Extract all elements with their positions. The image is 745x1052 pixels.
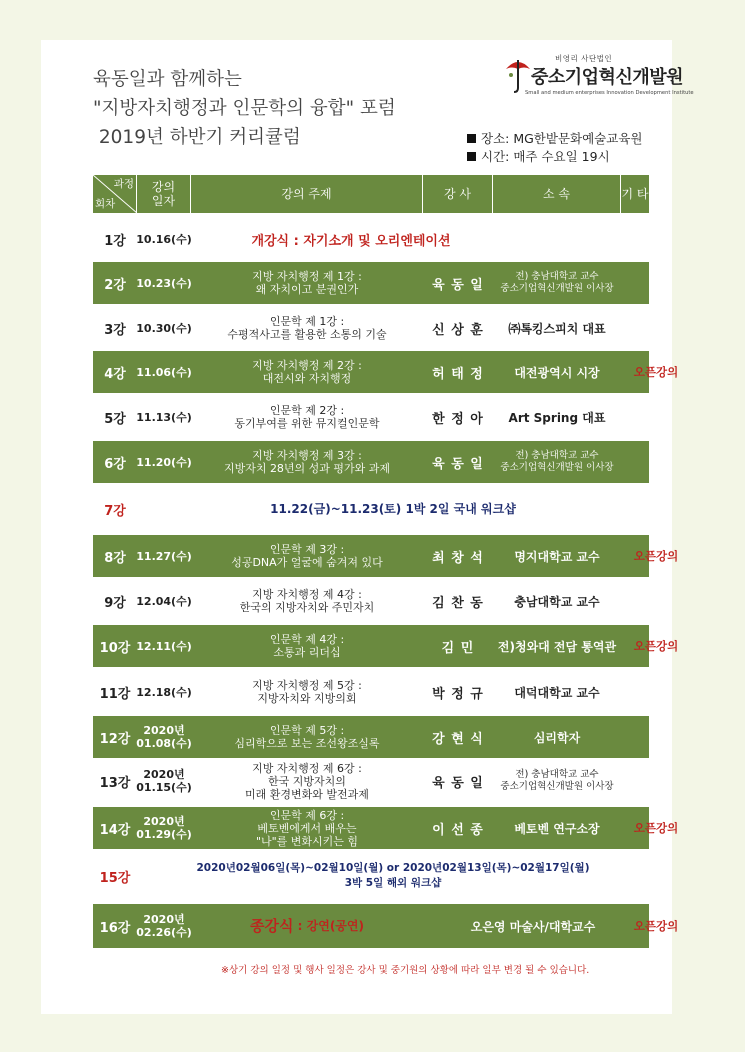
table-row [93,441,649,483]
session-number: 3강 [104,322,126,338]
closing-main: 종강식 [250,916,294,935]
footnote: ※상기 강의 일정 및 행사 일정은 강사 및 중기원의 상황에 따라 일부 변경 될 수 있습니다. [221,965,590,976]
lecture-date: 10.30(수) [136,321,192,335]
time-info: 시간: 매주 수요일 19시 [467,148,642,166]
lecture-date: 11.06(수) [136,365,192,379]
lecture-date: 11.13(수) [136,410,192,424]
session-number: 7강 [104,503,126,519]
remark [621,760,691,802]
lecture-date: 11.27(수) [136,549,192,563]
lecture-topic: 인문학 제 3강 : 성공DNA가 얼굴에 숨겨져 있다 [231,543,383,569]
remark: 오픈강의 [633,639,679,653]
header-course-label: 과정 [113,178,134,190]
table-row [93,904,679,948]
remark: 오픈강의 [633,549,679,563]
lecture-date: 2020년 01.29(수) [136,815,192,841]
lecture-topic: 인문학 제 1강 : 수평적사고를 활용한 소통의 기술 [227,315,387,341]
umbrella-logo-icon [503,55,533,95]
lecture-topic: 지방 자치행정 제 4강 : 한국의 지방자치와 주민자치 [239,588,375,614]
closing-sub: : 강연(공연) [293,918,364,933]
header-session [93,175,137,213]
table-row [93,351,679,393]
lecture-date: 2020년 01.15(수) [136,768,192,794]
table-row [93,807,679,849]
workshop-text: 11.22(금)~11.23(토) 1박 2일 국내 워크샵 [270,501,516,516]
remark [621,716,691,758]
title-line-2: "지방자치행정과 인문학의 융합" 포럼 [93,98,396,119]
affiliation: 전)청와대 전담 통역관 [497,639,617,654]
lecture-date: 12.18(수) [136,685,192,699]
affiliation: Art Spring 대표 [508,410,606,425]
lecturer-name: 신 상 훈 [432,322,484,338]
lecture-topic: 인문학 제 5강 : 심리학으로 보는 조선왕조실록 [234,724,380,750]
lecture-topic: 인문학 제 4강 : 소통과 리더십 [269,633,345,659]
session-number: 13강 [99,775,131,791]
event-info [467,130,642,166]
lecture-topic: 인문학 제 2강 : 동기부여를 위한 뮤지컬인문학 [234,404,380,430]
remark [621,307,691,349]
lecturer-name: 육 동 일 [432,775,484,791]
session-number: 8강 [104,550,126,566]
organization-logo [503,53,694,98]
affiliation: 전) 충남대학교 교수 중소기업혁신개발원 이사장 [500,271,614,294]
session-number: 12강 [99,731,131,747]
affiliation: 오은영 마술사/대학교수 [470,919,596,934]
affiliation: 심리학자 [533,730,581,745]
lecturer-name: 육 동 일 [432,456,484,472]
lecture-topic: 지방 자치행정 제 2강 : 대전시와 자치행정 [252,359,362,385]
table-header [93,175,649,213]
header-affiliation: 소 속 [493,175,621,213]
session-number: 2강 [104,277,126,293]
logo-small-text: 비영리 사단법인 [555,54,613,63]
lecturer-name: 허 태 정 [432,366,484,382]
lecturer-name: 김 민 [441,640,475,656]
remark [621,262,691,304]
affiliation: 대덕대학교 교수 [514,685,600,700]
affiliation: 전) 충남대학교 교수 중소기업혁신개발원 이사장 [500,450,614,473]
session-number: 14강 [99,822,131,838]
lecture-date: 11.20(수) [136,455,192,469]
lecture-date: 12.11(수) [136,639,192,653]
place-info: 장소: MG한밭문화예술교육원 [467,130,642,148]
session-number: 11강 [99,686,131,702]
session-number: 5강 [104,411,126,427]
workshop-text: 2020년02월06일(목)~02월10일(월) or 2020년02월13일(목)~02월17일(월) 3박 5일 해외 워크샵 [196,862,590,889]
lecturer-name: 한 정 아 [432,411,484,427]
header-lecturer: 강 사 [423,175,493,213]
title-line-1: 육동일과 함께하는 [93,69,242,90]
lecturer-name: 이 선 종 [432,822,484,838]
remark [621,671,691,713]
lecture-date: 2020년 02.26(수) [136,913,192,939]
lecturer-name: 김 찬 동 [432,595,484,611]
page-title [93,65,396,152]
table-row [93,625,679,667]
closing-ceremony [191,904,423,948]
session-number: 4강 [104,366,126,382]
title-line-3: 2019년 하반기 커리큘럼 [93,127,301,148]
affiliation: 명지대학교 교수 [514,549,600,564]
session-number: 10강 [99,640,131,656]
lecture-date: 10.16(수) [136,232,192,246]
header-date: 강의 일자 [137,175,191,213]
session-number: 16강 [99,920,131,936]
remark [621,396,691,438]
lecture-topic: 지방 자치행정 제 3강 : 지방자치 28년의 성과 평가와 과제 [223,449,391,475]
lecture-topic: 지방 자치행정 제 6강 : 한국 지방자치의 미래 환경변화와 발전과제 [245,761,369,801]
table-row [93,760,649,802]
table-row [93,489,649,529]
table-row [93,716,649,758]
lecture-topic: 인문학 제 6강 : 베토벤에게서 배우는 "나"를 변화시키는 힘 [255,808,359,848]
curriculum-sheet [41,40,694,1014]
remark [621,580,691,622]
lecturer-name: 강 현 식 [432,731,484,747]
lecture-topic: 지방 자치행정 제 5강 : 지방자치와 지방의회 [252,679,362,705]
lecture-date: 2020년 01.08(수) [136,724,192,750]
lecture-date: 10.23(수) [136,276,192,290]
remark: 오픈강의 [633,365,679,379]
table-row [93,535,679,577]
logo-name: 중소기업혁신개발원 [531,67,683,88]
lecturer-name: 육 동 일 [432,277,484,293]
table-row [93,396,649,438]
table-row [93,262,649,304]
table-row [93,220,649,258]
remark [621,441,691,483]
bullet-square-icon [467,152,476,161]
lecture-topic: 지방 자치행정 제 1강 : 왜 자치이고 분권인가 [252,270,362,296]
table-row [93,854,649,898]
affiliation: 베토벤 연구소장 [514,821,600,836]
header-etc: 기 타 [621,187,649,201]
table-row [93,580,649,622]
lecture-date: 12.04(수) [136,594,192,608]
opening-ceremony: 개강식 : 자기소개 및 오리엔테이션 [251,233,451,249]
remark: 오픈강의 [633,919,679,933]
affiliation: 대전광역시 시장 [514,365,600,380]
header-topic: 강의 주제 [191,175,423,213]
affiliation: 충남대학교 교수 [514,594,600,609]
lecturer-name: 박 정 규 [432,686,484,702]
lecturer-name: 최 창 석 [432,550,484,566]
table-row [93,671,649,713]
affiliation: ㈜톡킹스피치 대표 [508,321,606,336]
session-number: 6강 [104,456,126,472]
header-session-label: 회차 [95,198,116,210]
logo-english: Small and medium enterprises Innovation Development Institute [525,90,694,96]
remark: 오픈강의 [633,821,679,835]
bullet-square-icon [467,134,476,143]
session-number: 9강 [104,595,126,611]
session-number: 15강 [99,870,131,886]
table-row [93,307,649,349]
affiliation: 전) 충남대학교 교수 중소기업혁신개발원 이사장 [500,769,614,792]
session-number: 1강 [104,233,126,249]
